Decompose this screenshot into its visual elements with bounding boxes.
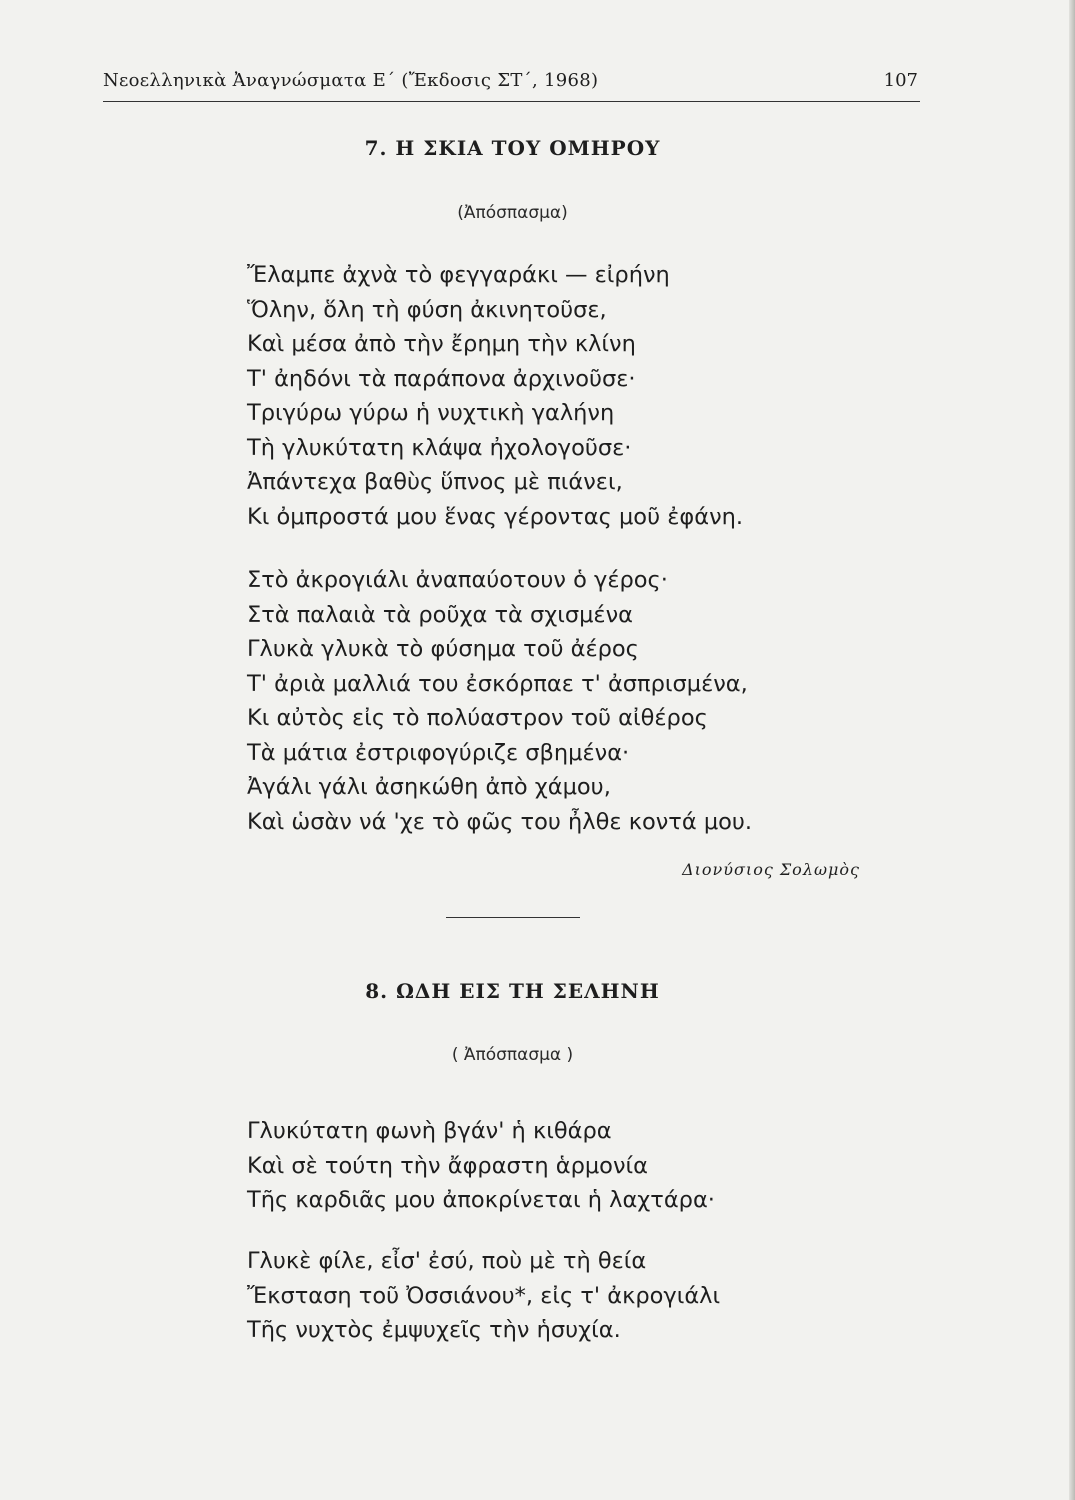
verse-line: Τῆς καρδιᾶς μου ἀποκρίνεται ἡ λαχτάρα· xyxy=(247,1187,715,1213)
header-rule xyxy=(103,101,920,102)
verse-line: Τ' ἀηδόνι τὰ παράπονα ἀρχινοῦσε· xyxy=(247,365,636,392)
running-title: Νεοελληνικὰ Ἀναγνώσματα Ε΄ (Ἔκδοσις ΣΤ΄, 1968) xyxy=(103,70,599,91)
running-header xyxy=(103,66,920,100)
verse-line: Κι ὀμπροστά μου ἕνας γέροντας μοῦ ἐφάνη. xyxy=(247,503,744,530)
verse-line: Στὰ παλαιὰ τὰ ροῦχα τὰ σχισμένα xyxy=(247,601,633,628)
verse-line: Ἀγάλι γάλι ἀσηκώθη ἀπὸ χάμου, xyxy=(247,774,611,800)
verse-line: Τριγύρω γύρω ἡ νυχτικὴ γαλήνη xyxy=(247,400,615,426)
verse-line: Ἔλαμπε ἀχνὰ τὸ φεγγαράκι — εἰρήνη xyxy=(247,262,670,288)
verse-line: Τὰ μάτια ἐστριφογύριζε σβημένα· xyxy=(247,739,630,766)
verse-line: Τ' ἀριὰ μαλλιά του ἐσκόρπαε τ' ἀσπρισμένα, xyxy=(247,670,748,697)
verse-line: Γλυκὲ φίλε, εἶσ' ἐσύ, ποὺ μὲ τὴ θεία xyxy=(247,1248,647,1274)
verse-line: Ὅλην, ὅλη τὴ φύση ἀκινητοῦσε, xyxy=(247,296,607,323)
verse-line: Ἀπάντεχα βαθὺς ὕπνος μὲ πιάνει, xyxy=(247,469,623,495)
section-divider xyxy=(446,917,580,918)
poem7-stanza-1 xyxy=(247,258,743,534)
verse-line: Καὶ σὲ τούτη τὴν ἄφραστη ἁρμονία xyxy=(247,1152,648,1179)
page-number: 107 xyxy=(883,70,918,91)
poem7-author: Διονύσιος Σολωμὸς xyxy=(682,860,860,879)
poem8-title: 8. ΩΔΗ ΕΙΣ ΤΗ ΣΕΛΗΝΗ xyxy=(365,979,660,1003)
poem8-subtitle: ( Ἀπόσπασμα ) xyxy=(451,1045,574,1065)
poem8-stanza-1 xyxy=(247,1114,715,1218)
verse-line: Γλυκὰ γλυκὰ τὸ φύσημα τοῦ ἀέρος xyxy=(247,636,639,662)
verse-line: Τῆς νυχτὸς ἐμψυχεῖς τὴν ἡσυχία. xyxy=(247,1317,621,1343)
verse-line: Καὶ μέσα ἀπὸ τὴν ἔρημη τὴν κλίνη xyxy=(247,331,636,357)
poem7-subtitle: (Ἀπόσπασμα) xyxy=(457,203,568,223)
poem7-stanza-2 xyxy=(247,563,752,839)
page-edge-shadow xyxy=(1069,0,1075,1500)
verse-line: Κι αὐτὸς εἰς τὸ πολύαστρον τοῦ αἰθέρος xyxy=(247,705,708,731)
verse-line: Ἔκσταση τοῦ Ὀσσιάνου*, εἰς τ' ἀκρογιάλι xyxy=(247,1282,721,1309)
verse-line: Γλυκύτατη φωνὴ βγάν' ἡ κιθάρα xyxy=(247,1118,612,1144)
verse-line: Τὴ γλυκύτατη κλάψα ἠχολογοῦσε· xyxy=(247,434,632,461)
poem8-stanza-2 xyxy=(247,1244,720,1348)
poem7-title: 7. Η ΣΚΙΑ ΤΟΥ ΟΜΗΡΟΥ xyxy=(364,136,661,160)
verse-line: Καὶ ὡσὰν νά 'χε τὸ φῶς του ἦλθε κοντά μου. xyxy=(247,808,753,835)
verse-line: Στὸ ἀκρογιάλι ἀναπαύοτουν ὁ γέρος· xyxy=(247,567,668,593)
